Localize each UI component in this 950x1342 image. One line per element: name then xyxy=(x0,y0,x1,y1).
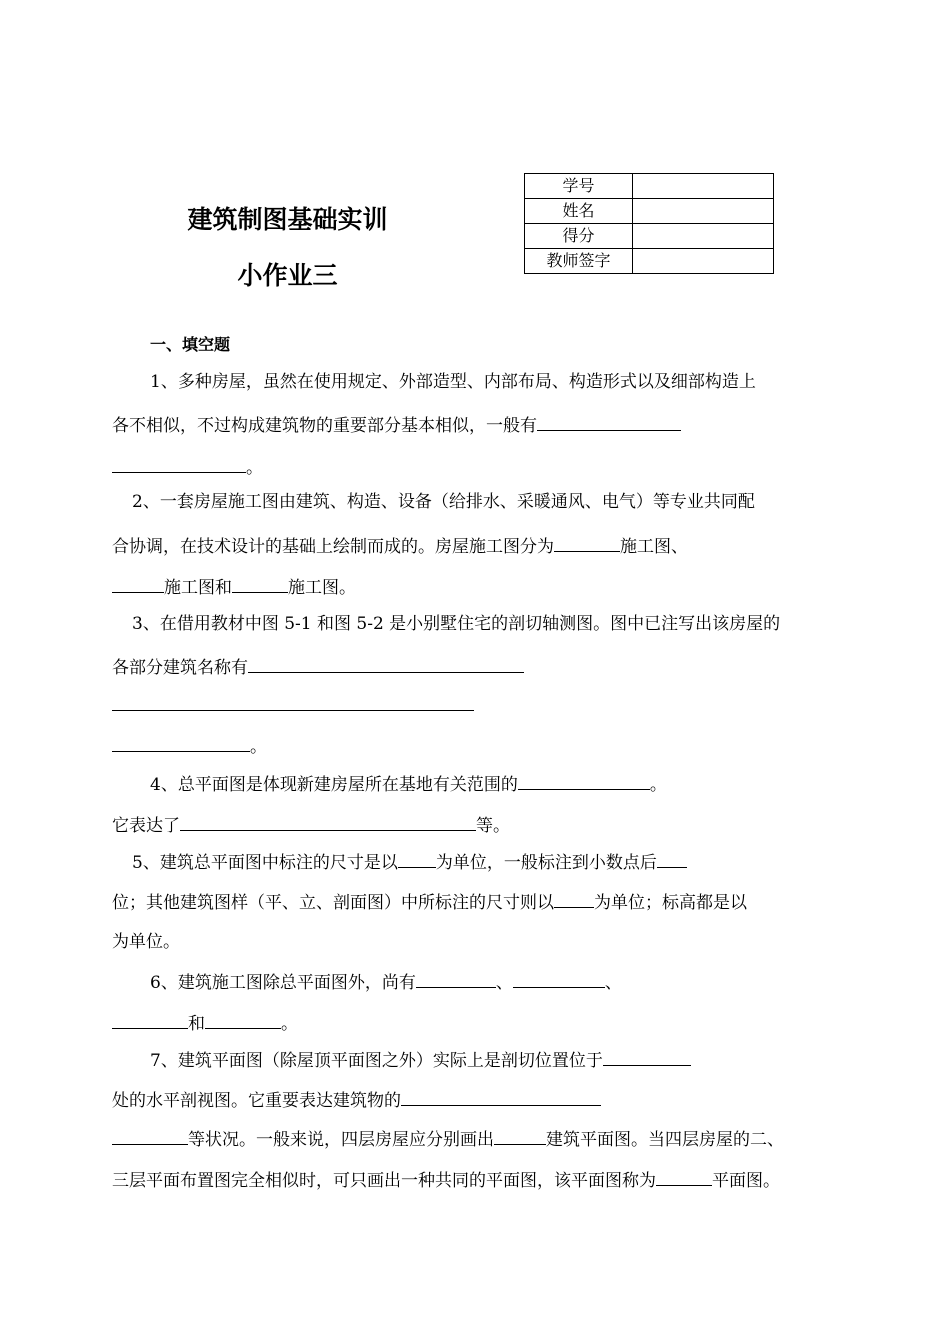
question-1-text-2: 各不相似，不过构成建筑物的重要部分基本相似，一般有 xyxy=(112,416,537,436)
question-3-text: 3、在借用教材中图 5-1 和图 5-2 是小别墅住宅的剖切轴测图。图中已注写出该房屋的 xyxy=(132,614,781,634)
question-3-text-2: 各部分建筑名称有 xyxy=(112,658,248,678)
question-6-line-1 xyxy=(150,969,622,995)
question-2-line-2 xyxy=(112,533,688,559)
section-heading: 一、填空题 xyxy=(150,335,231,354)
question-4-text: 4、总平面图是体现新建房屋所在基地有关范围的 xyxy=(150,775,518,795)
answer-blank[interactable] xyxy=(232,574,288,593)
answer-blank[interactable] xyxy=(112,692,474,711)
period: 。 xyxy=(246,458,263,478)
separator: 、 xyxy=(604,973,622,993)
question-7-text: 7、建筑平面图（除屋顶平面图之外）实际上是剖切位置位于 xyxy=(150,1051,603,1071)
answer-blank[interactable] xyxy=(656,1167,712,1186)
question-7-line-4 xyxy=(112,1167,780,1193)
answer-blank[interactable] xyxy=(416,969,496,988)
separator: 、 xyxy=(495,973,513,993)
question-1-line-2 xyxy=(112,412,681,438)
answer-blank[interactable] xyxy=(494,1126,546,1145)
question-6-text: 6、建筑施工图除总平面图外，尚有 xyxy=(150,973,416,993)
question-7-text-3: 等状况。一般来说，四层房屋应分别画出 xyxy=(188,1130,494,1150)
question-7-line-1 xyxy=(150,1047,691,1073)
question-6-line-2 xyxy=(112,1010,298,1036)
answer-blank[interactable] xyxy=(112,574,164,593)
student-id-label: 学号 xyxy=(525,174,633,199)
answer-blank[interactable] xyxy=(537,412,681,431)
score-label: 得分 xyxy=(525,224,633,249)
question-5-text-2: 为单位，一般标注到小数点后 xyxy=(435,853,657,873)
answer-blank[interactable] xyxy=(112,733,250,752)
answer-blank[interactable] xyxy=(554,533,620,552)
answer-blank[interactable] xyxy=(205,1010,281,1029)
document-title: 建筑制图基础实训 xyxy=(187,205,388,234)
answer-blank[interactable] xyxy=(180,812,476,831)
answer-blank[interactable] xyxy=(112,1126,188,1145)
teacher-signature-label: 教师签字 xyxy=(525,249,633,274)
question-5-line-2 xyxy=(112,889,747,915)
answer-blank[interactable] xyxy=(401,1087,601,1106)
answer-blank[interactable] xyxy=(398,849,436,868)
student-info-table xyxy=(524,173,774,274)
answer-blank[interactable] xyxy=(657,849,687,868)
question-4-line-1 xyxy=(150,771,667,797)
question-7-line-3 xyxy=(112,1126,784,1152)
question-3-line-2 xyxy=(112,654,524,680)
question-7-text-6: 平面图。 xyxy=(712,1171,780,1191)
question-7-text-5: 三层平面布置图完全相似时，可只画出一种共同的平面图，该平面图称为 xyxy=(112,1171,656,1191)
table-row xyxy=(525,174,774,199)
answer-blank[interactable] xyxy=(248,654,524,673)
table-row xyxy=(525,224,774,249)
score-field[interactable] xyxy=(633,224,774,249)
question-2-line-3 xyxy=(112,574,356,600)
question-3-line-4 xyxy=(112,733,267,759)
question-6-text-2: 和 xyxy=(188,1014,205,1034)
question-2-text: 2、一套房屋施工图由建筑、构造、设备（给排水、采暖通风、电气）等专业共同配 xyxy=(132,492,755,512)
answer-blank[interactable] xyxy=(554,889,594,908)
answer-blank[interactable] xyxy=(112,1010,188,1029)
name-field[interactable] xyxy=(633,199,774,224)
question-5-text-5: 为单位。 xyxy=(112,932,180,952)
answer-blank[interactable] xyxy=(112,454,246,473)
name-label: 姓名 xyxy=(525,199,633,224)
question-2-text-3: 施工图、 xyxy=(620,537,688,557)
teacher-signature-field[interactable] xyxy=(633,249,774,274)
question-2-text-5: 施工图。 xyxy=(288,578,356,598)
question-4-text-3: 等。 xyxy=(476,816,510,836)
question-5-line-1 xyxy=(132,849,687,875)
question-7-line-2 xyxy=(112,1087,601,1113)
period: 。 xyxy=(250,737,267,757)
question-7-text-2: 处的水平剖视图。它重要表达建筑物的 xyxy=(112,1091,401,1111)
student-id-field[interactable] xyxy=(633,174,774,199)
table-row xyxy=(525,199,774,224)
answer-blank[interactable] xyxy=(513,969,605,988)
answer-blank[interactable] xyxy=(518,771,650,790)
question-3-line-3 xyxy=(112,692,474,718)
question-4-line-2 xyxy=(112,812,510,838)
question-4-text-2: 它表达了 xyxy=(112,816,180,836)
period: 。 xyxy=(649,775,667,795)
question-1-text: 1、多种房屋，虽然在使用规定、外部造型、内部布局、构造形式以及细部构造上 xyxy=(150,372,756,392)
document-subtitle: 小作业三 xyxy=(237,261,338,290)
question-5-text: 5、建筑总平面图中标注的尺寸是以 xyxy=(132,853,398,873)
question-7-text-4: 建筑平面图。当四层房屋的二、 xyxy=(546,1130,784,1150)
question-2-text-2: 合协调，在技术设计的基础上绘制而成的。房屋施工图分为 xyxy=(112,537,554,557)
answer-blank[interactable] xyxy=(603,1047,691,1066)
period: 。 xyxy=(281,1014,298,1034)
table-row xyxy=(525,249,774,274)
question-1-line-3 xyxy=(112,454,263,480)
question-5-text-3: 位；其他建筑图样（平、立、剖面图）中所标注的尺寸则以 xyxy=(112,893,554,913)
question-5-text-4: 为单位；标高都是以 xyxy=(594,893,747,913)
question-2-text-4: 施工图和 xyxy=(164,578,232,598)
